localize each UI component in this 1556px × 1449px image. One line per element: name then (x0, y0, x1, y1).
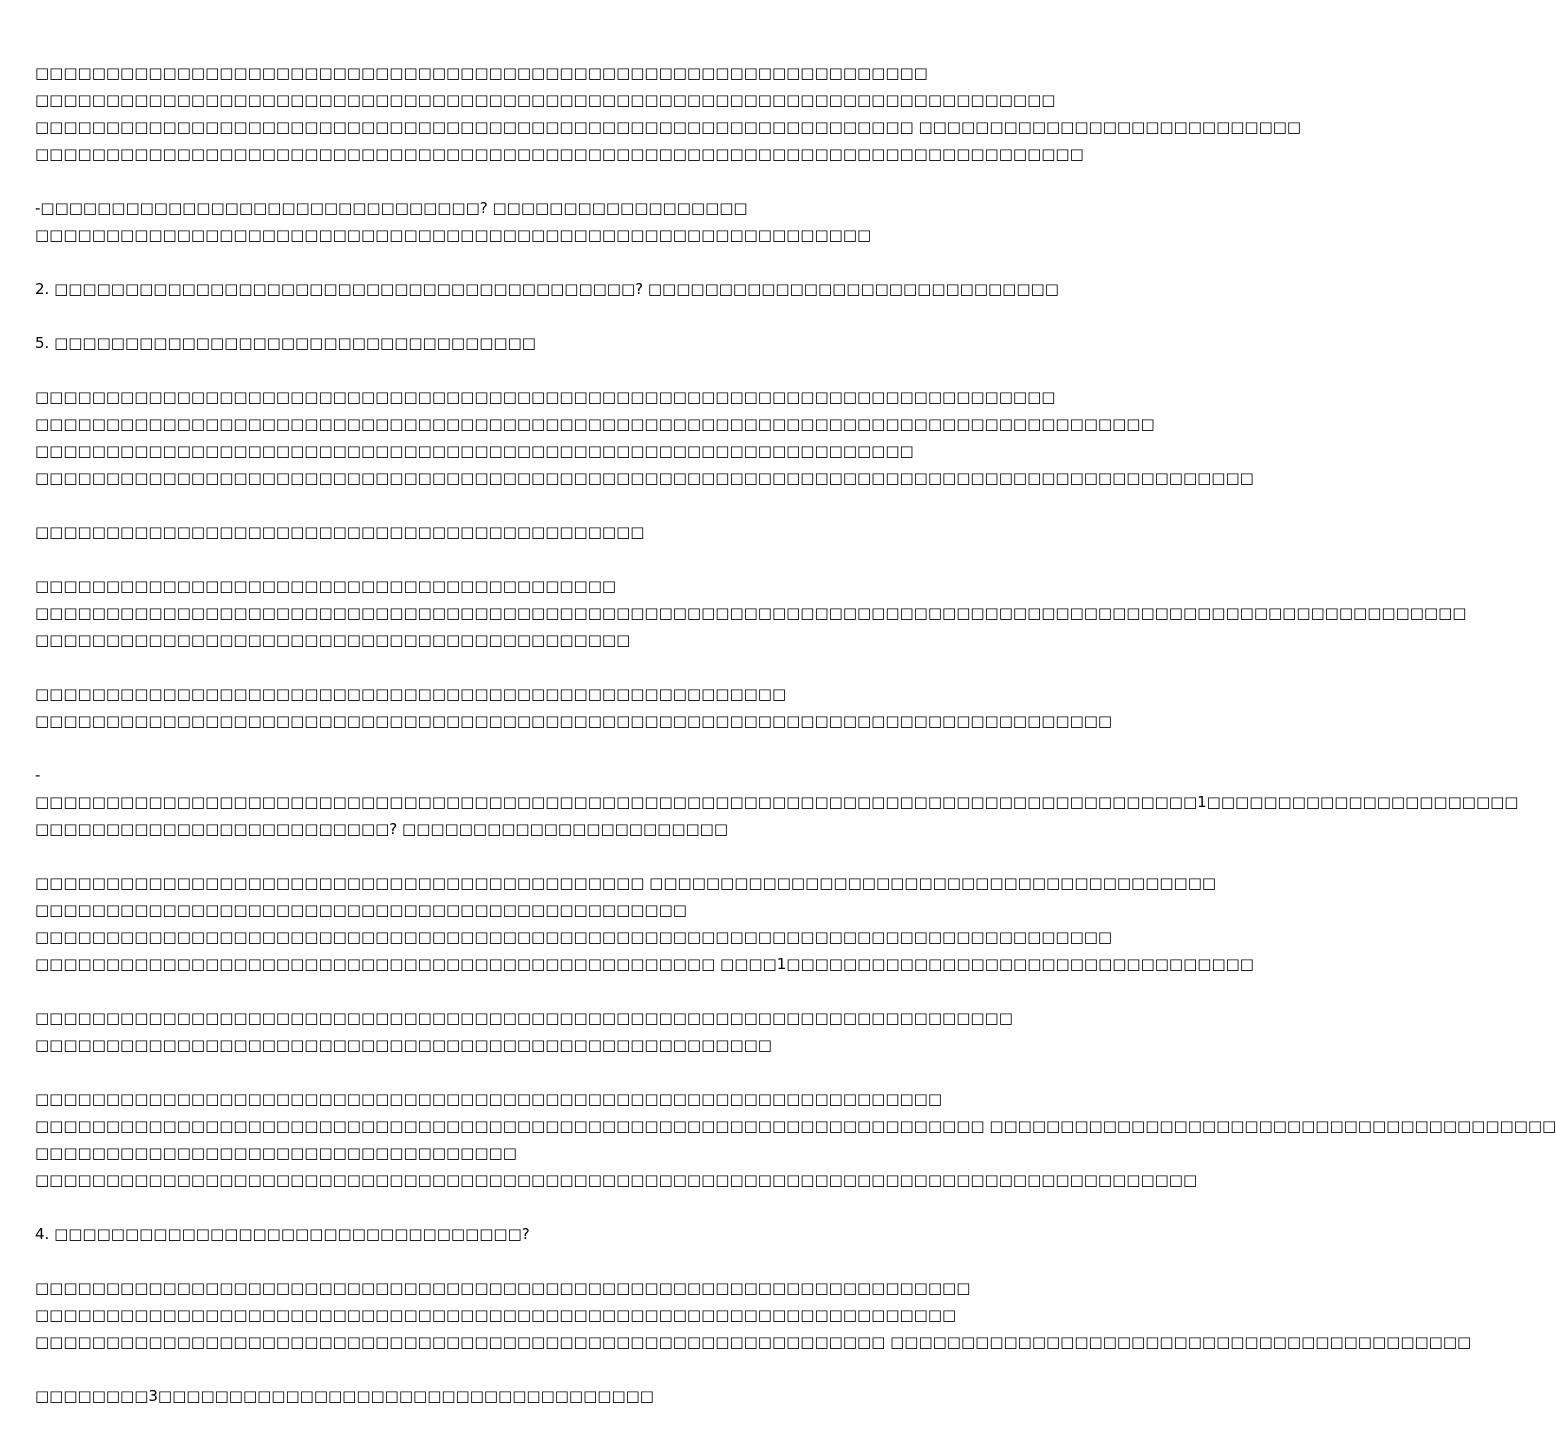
paragraph (35, 195, 990, 249)
paragraph (35, 1275, 1472, 1356)
text-line: -□□□□□□□□□□□□□□□□□□□□□□□□□□□□□□□? □□□□□□□□□□□□□□□□□□ (35, 199, 748, 217)
text-line: 2. □□□□□□□□□□□□□□□□□□□□□□□□□□□□□□□□□□□□□□□□□? □□□□□□□□□□□□□□□□□□□□□□□□□□□□□ (35, 280, 1059, 298)
document-body (35, 60, 1556, 1437)
text-line: □□□□□□□□□□□□□□□□□□□□□□□□□□□□□□□□□□□□□□□□□□□□□□□□□□□□□□□□□□□□□□□□□□□□□□□□□□□□ (35, 712, 1113, 730)
text-line: - (35, 766, 41, 784)
text-line: □□□□□□□□□□□□□□□□□□□□□□□□□□□□□□□□□□□□□□□□□□□□□□□□□□□□□□□□□□□□□□□□ (35, 1090, 943, 1108)
text-line: □□□□□□□□□□□□□□□□□□□□□□□□□□□□□□□□□□□□□□□□□□□□□□□□□□□□□ (35, 685, 787, 703)
text-line: □□□□□□□□□□□□□□□□□□□□□□□□□□□□□□□□□□□□□□□□□□□□□□□□□□□□□□□□□□□□□□□ (35, 64, 928, 82)
paragraph (35, 762, 1519, 843)
paragraph (35, 1086, 1556, 1194)
text-line: 4. □□□□□□□□□□□□□□□□□□□□□□□□□□□□□□□□□? (35, 1225, 530, 1243)
paragraph (35, 60, 1302, 168)
text-line: □□□□□□□□□□□□□□□□□□□□□□□□□□□□□□□□□□□□□□□□□□□ □□□□□□□□□□□□□□□□□□□□□□□□□□□□□□□□□□□□□□□□ (35, 874, 1217, 892)
text-line: □□□□□□□□□□□□□□□□□□□□□□□□□□□□□□□□□□□□□□□□□ (35, 577, 617, 595)
text-line: □□□□□□□□□□□□□□□□□□□□□□□□□□□□□□□□□□□□□□□□□□□□□□□□□□□□□□□□□□□□□□□□□□□□□□□□□□□□□□□□□□□□□□ (35, 469, 1254, 487)
text-line: □□□□□□□□□□□□□□□□□□□□□□□□□□□□□□□□□□□□□□□□□□□□□□□□□□□□□□□□□□□ (35, 226, 872, 244)
paragraph (35, 1005, 1013, 1059)
text-line: □□□□□□□□□□□□□□□□□□□□□□□□□□□□□□□□□□□□□□□□□□□□□□□□□□□□□□□□□□□□□□ □□□□□□□□□□□□□□□□□□□□□□□□□□□ (35, 118, 1302, 136)
text-line: □□□□□□□□□□□□□□□□□□□□□□□□□□□□□□□□□□□□□□□□□□□□□□□□□□□□□□□□□□□□□□□□□□ (35, 1279, 971, 1297)
paragraph (35, 384, 1254, 492)
text-line: □□□□□□□□3□□□□□□□□□□□□□□□□□□□□□□□□□□□□□□□□□□□ (35, 1387, 654, 1405)
text-line: 5. □□□□□□□□□□□□□□□□□□□□□□□□□□□□□□□□□□ (35, 334, 536, 352)
text-line: □□□□□□□□□□□□□□□□□□□□□□□□□□□□□□□□□□□□□□□□□□□□□□□□□□□□□□□□□□□□□□ (35, 442, 914, 460)
text-line: □□□□□□□□□□□□□□□□□□□□□□□□□□□□□□□□□□□□□□□□□□□□□□□□□□□□□□□□□□□□□□□□□□□□□□□□□□□□□□□□□□1□□□□□□□□□□□□□□□□□□□□□□ (35, 793, 1519, 811)
text-line: □□□□□□□□□□□□□□□□□□□□□□□□□□□□□□□□□□□□□□□□□□□□□□□□□□□□ (35, 1036, 772, 1054)
text-line: □□□□□□□□□□□□□□□□□□□□□□□□□□□□□□□□□□□□□□□□□□□ (35, 523, 645, 541)
text-line: □□□□□□□□□□□□□□□□□□□□□□□□□□□□□□□□□□□□□□□□□□□□□□□□□□□□□□□□□□□□□□□□□□□□□□□□□□□□□□□□□□□□□□□□□□□□□□□□□□□□□ (35, 604, 1467, 622)
paragraph (35, 330, 990, 357)
text-line: □□□□□□□□□□□□□□□□□□□□□□□□□□□□□□□□□□□□□□□□□□□□□□□□□□□□□□□□□□□□□□□□□□□□□□□□ (35, 91, 1056, 109)
text-line: □□□□□□□□□□□□□□□□□□□□□□□□□□□□□□□□□□□□□□□□□□□□□□□□□□□□□□□□□□□□□□□□□□□□□ (35, 1009, 1013, 1027)
text-line: □□□□□□□□□□□□□□□□□□□□□□□□□□□□□□□□□□□□□□□□□□□□□□□□□□□□□□□□□□□□□□□□□□□ □□□□□□□□□□□□□□□□□□□□□□□□□□□□□□□□□□□□□□□□ (35, 1117, 1556, 1135)
text-line: □□□□□□□□□□□□□□□□□□□□□□□□□□□□□□□□□□ (35, 1144, 517, 1162)
text-line: □□□□□□□□□□□□□□□□□□□□□□□□□□□□□□□□□□□□□□□□□□□□□□□□ □□□□1□□□□□□□□□□□□□□□□□□□□□□□□□□□□□□□□□ (35, 955, 1254, 973)
text-line: □□□□□□□□□□□□□□□□□□□□□□□□□□□□□□□□□□□□□□□□□□□□□□□□□□□□□□□□□□□□□□□□□□□□□□□□□□□□ (35, 928, 1113, 946)
paragraph (35, 1221, 990, 1248)
paragraph (35, 870, 1254, 978)
text-line: □□□□□□□□□□□□□□□□□□□□□□□□□□□□□□□□□□□□□□□□□□□□□□ (35, 901, 687, 919)
text-line: □□□□□□□□□□□□□□□□□□□□□□□□□□□□□□□□□□□□□□□□□□□□□□□□□□□□□□□□□□□□□□□□□□□□□□□□□□ (35, 145, 1084, 163)
paragraph (35, 276, 1059, 303)
text-line: □□□□□□□□□□□□□□□□□□□□□□□□□□□□□□□□□□□□□□□□□□□□□□□□□□□□□□□□□□□□□□□□□□□□□□□□ (35, 388, 1056, 406)
paragraph (35, 573, 1467, 654)
text-line: □□□□□□□□□□□□□□□□□□□□□□□□□□□□□□□□□□□□□□□□□□□□□□□□□□□□□□□□□□□□□□□□□ (35, 1306, 957, 1324)
paragraph (35, 519, 990, 546)
text-line: □□□□□□□□□□□□□□□□□□□□□□□□□□□□□□□□□□□□□□□□□□□□□□□□□□□□□□□□□□□□ □□□□□□□□□□□□□□□□□□□□□□□□□□□□□□□□□□□□□□□□□ (35, 1333, 1472, 1351)
text-line: □□□□□□□□□□□□□□□□□□□□□□□□□? □□□□□□□□□□□□□□□□□□□□□□□ (35, 820, 729, 838)
paragraph (35, 1383, 990, 1410)
paragraph (35, 681, 1113, 735)
text-line: □□□□□□□□□□□□□□□□□□□□□□□□□□□□□□□□□□□□□□□□□□□□□□□□□□□□□□□□□□□□□□□□□□□□□□□□□□□□□□□□□□ (35, 1171, 1198, 1189)
text-line: □□□□□□□□□□□□□□□□□□□□□□□□□□□□□□□□□□□□□□□□□□ (35, 631, 631, 649)
text-line: □□□□□□□□□□□□□□□□□□□□□□□□□□□□□□□□□□□□□□□□□□□□□□□□□□□□□□□□□□□□□□□□□□□□□□□□□□□□□□□ (35, 415, 1155, 433)
